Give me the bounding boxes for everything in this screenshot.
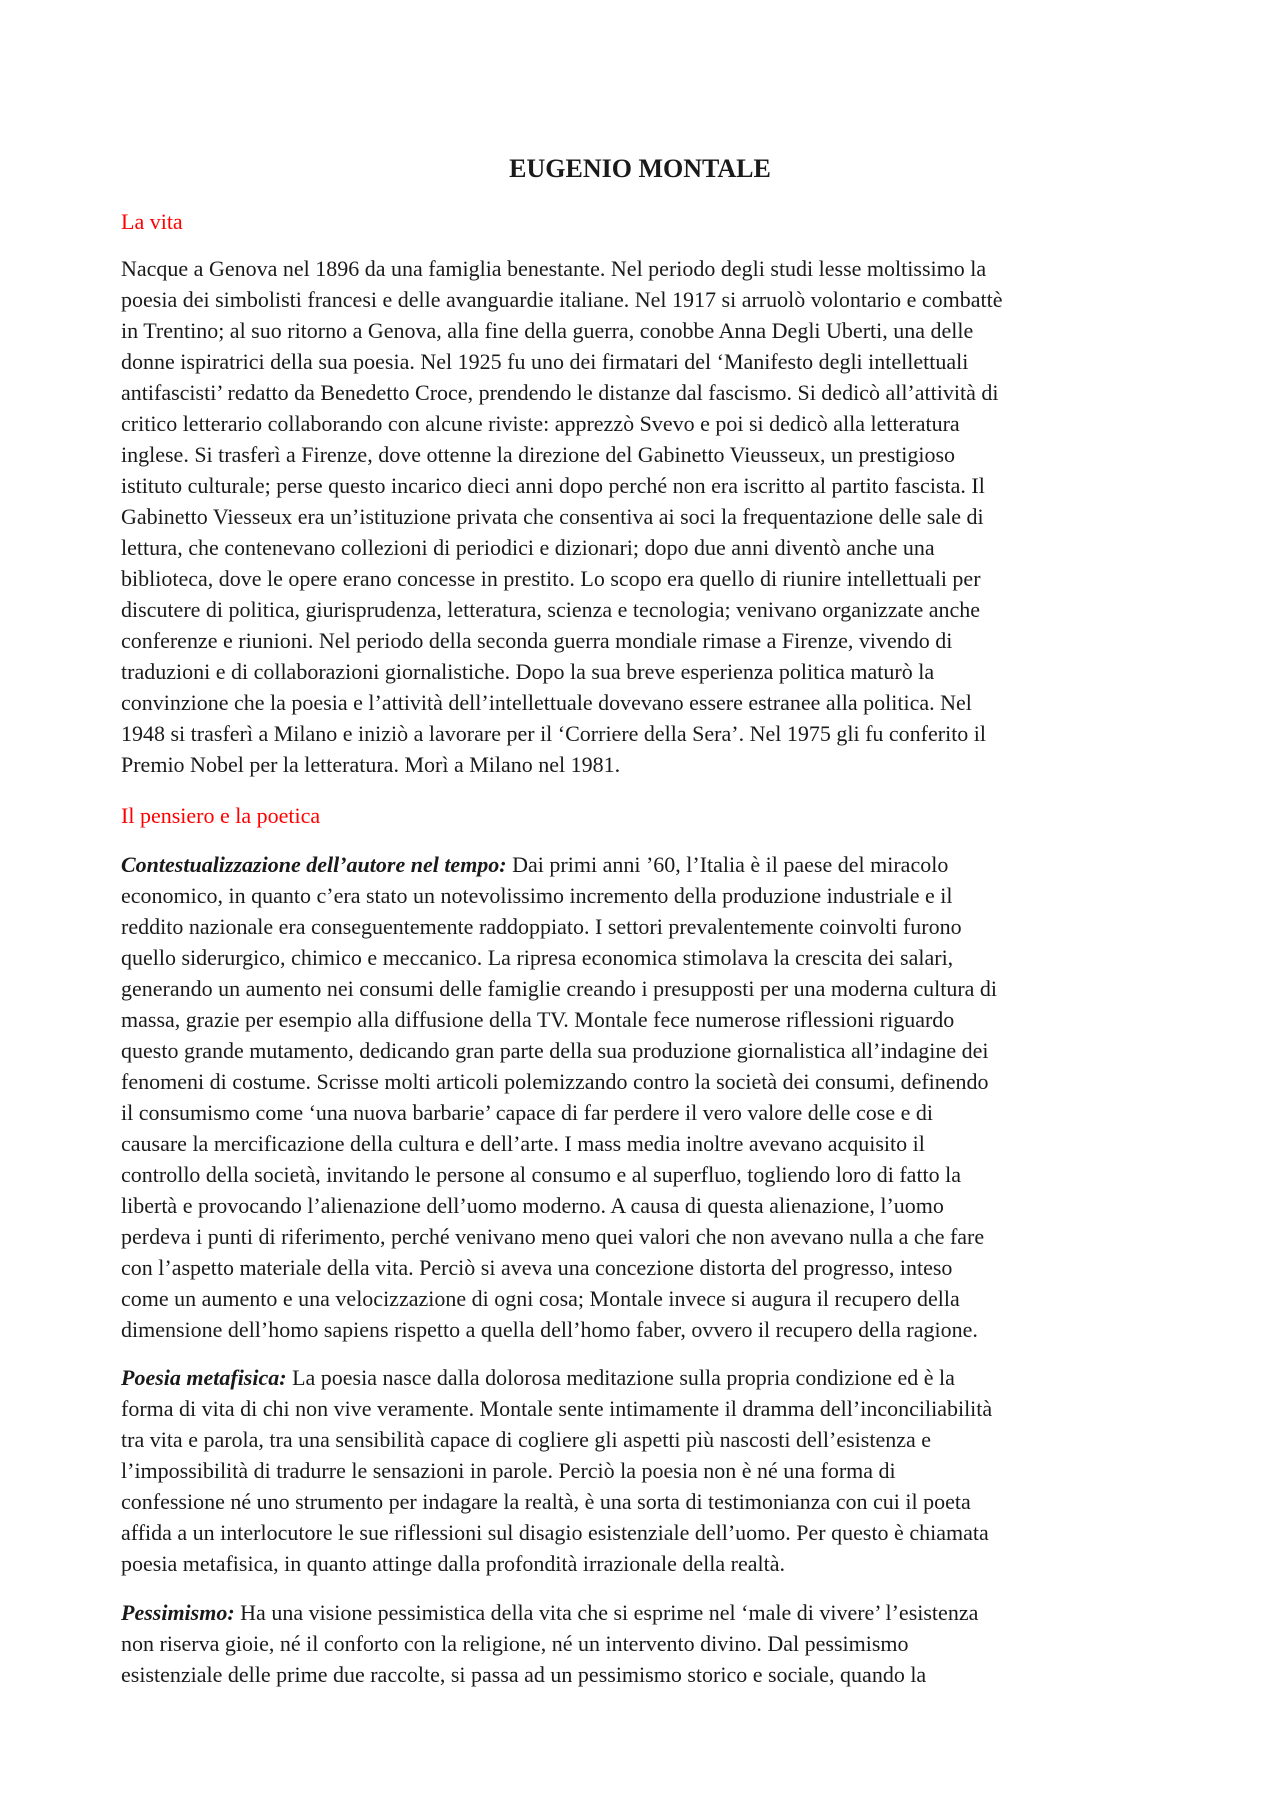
text-line (121, 532, 1181, 563)
line-text: critico letterario collaborando con alcune riviste: apprezzò Svevo e poi si dedicò alla letteratura (121, 411, 960, 436)
text-line (121, 1004, 1181, 1035)
text-line (121, 1252, 1181, 1283)
line-text: istituto culturale; perse questo incarico dieci anni dopo perché non era iscritto al partito fascista. Il (121, 473, 985, 498)
text-line (121, 284, 1181, 315)
text-line (121, 408, 1181, 439)
line-text: generando un aumento nei consumi delle famiglie creando i presupposti per una moderna cultura di (121, 976, 998, 1001)
text-line (121, 880, 1181, 911)
text-line (121, 1190, 1181, 1221)
paragraph (121, 1597, 1181, 1690)
text-line (121, 439, 1181, 470)
text-line (121, 849, 1181, 880)
line-text: convinzione che la poesia e l’attività dell’intellettuale dovevano essere estranee alla politica. Nel (121, 690, 972, 715)
line-text: La poesia nasce dalla dolorosa meditazione sulla propria condizione ed è la (286, 1365, 955, 1390)
text-line (121, 346, 1181, 377)
line-text: in Trentino; al suo ritorno a Genova, alla fine della guerra, conobbe Anna Degli Uberti, una delle (121, 318, 974, 343)
text-line (121, 625, 1181, 656)
line-text: traduzioni e di collaborazioni giornalistiche. Dopo la sua breve esperienza politica maturò la (121, 659, 935, 684)
text-line (121, 1393, 1181, 1424)
text-line (121, 1314, 1181, 1345)
text-line (121, 718, 1181, 749)
text-line (121, 942, 1181, 973)
text-line (121, 253, 1181, 284)
line-text: reddito nazionale era conseguentemente raddoppiato. I settori prevalentemente coinvolti furono (121, 914, 962, 939)
line-text: conferenze e riunioni. Nel periodo della seconda guerra mondiale rimase a Firenze, vivendo di (121, 628, 953, 653)
text-line (121, 1628, 1181, 1659)
text-line (121, 1283, 1181, 1314)
text-line (121, 1659, 1181, 1690)
line-text: con l’aspetto materiale della vita. Perciò si aveva una concezione distorta del progresso, inteso (121, 1255, 953, 1280)
line-text: quello siderurgico, chimico e meccanico. La ripresa economica stimolava la crescita dei salari, (121, 945, 954, 970)
text-line (121, 1035, 1181, 1066)
paragraph (121, 849, 1181, 1345)
section-heading: Il pensiero e la poetica (121, 803, 321, 828)
paragraph-lead: Contestualizzazione dell’autore nel tempo: (121, 852, 507, 877)
line-text: libertà e provocando l’alienazione dell’uomo moderno. A causa di questa alienazione, l’uomo (121, 1193, 944, 1218)
line-text: controllo della società, invitando le persone al consumo e al superfluo, togliendo loro di fatto la (121, 1162, 962, 1187)
text-line (121, 1128, 1181, 1159)
text-line (121, 563, 1181, 594)
line-text: Gabinetto Viesseux era un’istituzione privata che consentiva ai soci la frequentazione delle sale di (121, 504, 984, 529)
line-text: Nacque a Genova nel 1896 da una famiglia benestante. Nel periodo degli studi lesse moltissimo la (121, 256, 987, 281)
line-text: poesia dei simbolisti francesi e delle avanguardie italiane. Nel 1917 si arruolò volontario e combattè (121, 287, 1003, 312)
text-line (121, 501, 1181, 532)
line-text: affida a un interlocutore le sue riflessioni sul disagio esistenziale dell’uomo. Per questo è chiamata (121, 1520, 989, 1545)
text-line (121, 315, 1181, 346)
line-text: perdeva i punti di riferimento, perché venivano meno quei valori che non avevano nulla a che fare (121, 1224, 985, 1249)
text-line (121, 1517, 1181, 1548)
text-line (121, 1597, 1181, 1628)
text-line (121, 1548, 1181, 1579)
text-line (121, 1221, 1181, 1252)
text-line (121, 1362, 1181, 1393)
line-text: discutere di politica, giurisprudenza, letteratura, scienza e tecnologia; venivano organizzate anche (121, 597, 981, 622)
text-line (121, 1424, 1181, 1455)
section-heading: La vita (121, 209, 183, 234)
line-text: tra vita e parola, tra una sensibilità capace di cogliere gli aspetti più nascosti dell’esistenza e (121, 1427, 932, 1452)
text-line (121, 656, 1181, 687)
text-line (121, 973, 1181, 1004)
line-text: come un aumento e una velocizzazione di ogni cosa; Montale invece si augura il recupero della (121, 1286, 960, 1311)
line-text: economico, in quanto c’era stato un notevolissimo incremento della produzione industriale e il (121, 883, 953, 908)
line-text: massa, grazie per esempio alla diffusione della TV. Montale fece numerose riflessioni riguardo (121, 1007, 955, 1032)
line-text: esistenziale delle prime due raccolte, si passa ad un pessimismo storico e sociale, quando la (121, 1662, 927, 1687)
paragraph (121, 253, 1181, 780)
line-text: dimensione dell’homo sapiens rispetto a quella dell’homo faber, ovvero il recupero della ragione. (121, 1317, 978, 1342)
line-text: non riserva gioie, né il conforto con la religione, né un intervento divino. Dal pessimismo (121, 1631, 909, 1656)
document-title: EUGENIO MONTALE (509, 154, 771, 183)
text-line (121, 687, 1181, 718)
paragraph-lead: Poesia metafisica: (121, 1365, 287, 1390)
line-text: antifascisti’ redatto da Benedetto Croce, prendendo le distanze dal fascismo. Si dedicò all’attività di (121, 380, 999, 405)
line-text: inglese. Si trasferì a Firenze, dove ottenne la direzione del Gabinetto Vieusseux, un prestigioso (121, 442, 956, 467)
paragraph-lead: Pessimismo: (121, 1600, 235, 1625)
line-text: causare la mercificazione della cultura e dell’arte. I mass media inoltre avevano acquisito il (121, 1131, 925, 1156)
line-text: poesia metafisica, in quanto attinge dalla profondità irrazionale della realtà. (121, 1551, 785, 1576)
line-text: biblioteca, dove le opere erano concesse in prestito. Lo scopo era quello di riunire intellettuali per (121, 566, 981, 591)
text-line (121, 1455, 1181, 1486)
line-text: questo grande mutamento, dedicando gran parte della sua produzione giornalistica all’indagine dei (121, 1038, 989, 1063)
text-line (121, 1066, 1181, 1097)
text-line (121, 377, 1181, 408)
line-text: confessione né uno strumento per indagare la realtà, è una sorta di testimonianza con cui il poeta (121, 1489, 971, 1514)
text-line (121, 1097, 1181, 1128)
line-text: Premio Nobel per la letteratura. Morì a Milano nel 1981. (121, 752, 621, 777)
text-line (121, 470, 1181, 501)
line-text: forma di vita di chi non vive veramente. Montale sente intimamente il dramma dell’inconciliabilità (121, 1396, 993, 1421)
line-text: 1948 si trasferì a Milano e iniziò a lavorare per il ‘Corriere della Sera’. Nel 1975 gli fu conferito il (121, 721, 987, 746)
text-line (121, 749, 1181, 780)
text-line (121, 594, 1181, 625)
line-text: fenomeni di costume. Scrisse molti articoli polemizzando contro la società dei consumi, definendo (121, 1069, 989, 1094)
text-line (121, 1486, 1181, 1517)
line-text: l’impossibilità di tradurre le sensazioni in parole. Perciò la poesia non è né una forma di (121, 1458, 896, 1483)
paragraph (121, 1362, 1181, 1579)
text-line (121, 1159, 1181, 1190)
text-line (121, 911, 1181, 942)
line-text: lettura, che contenevano collezioni di periodici e dizionari; dopo due anni diventò anche una (121, 535, 935, 560)
line-text: donne ispiratrici della sua poesia. Nel 1925 fu uno dei firmatari del ‘Manifesto degli intellettuali (121, 349, 969, 374)
line-text: il consumismo come ‘una nuova barbarie’ capace di far perdere il vero valore delle cose e di (121, 1100, 934, 1125)
line-text: Dai primi anni ’60, l’Italia è il paese del miracolo (506, 852, 949, 877)
line-text: Ha una visione pessimistica della vita che si esprime nel ‘male di vivere’ l’esistenza (234, 1600, 979, 1625)
